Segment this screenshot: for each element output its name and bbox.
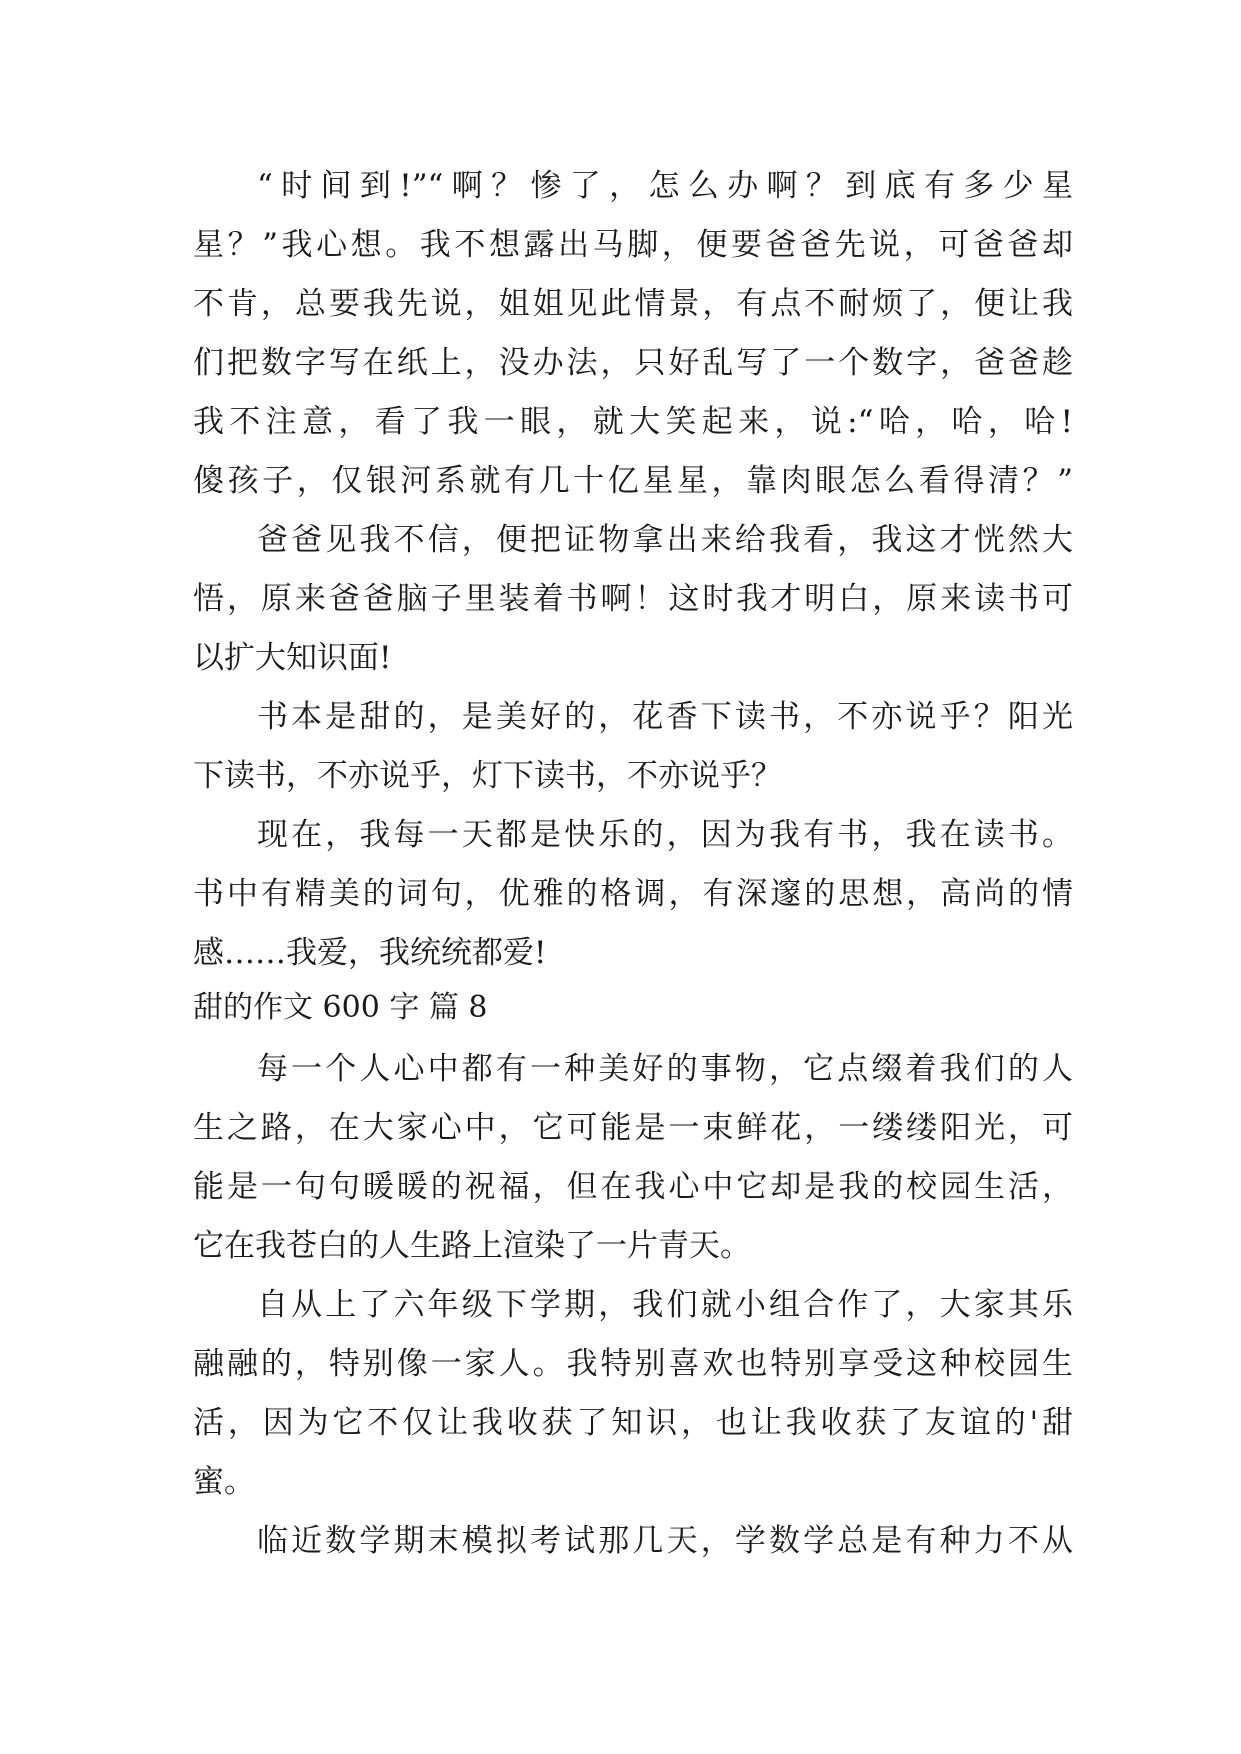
- paragraph-4-line-2: 书中有精美的词句，优雅的格调，有深邃的思想，高尚的情: [193, 876, 1073, 912]
- paragraph-2-line-1: 爸爸见我不信，便把证物拿出来给我看，我这才恍然大: [257, 522, 1073, 558]
- paragraph-4-line-1: 现在，我每一天都是快乐的，因为我有书，我在读书。: [257, 817, 1073, 853]
- section-paragraph-1-line-1: 每一个人心中都有一种美好的事物，它点缀着我们的人: [257, 1051, 1073, 1087]
- paragraph-1-line-6: 傻孩子，仅银河系就有几十亿星星，靠肉眼怎么看得清？”: [193, 463, 1073, 499]
- paragraph-3-line-1: 书本是甜的，是美好的，花香下读书，不亦说乎？阳光: [257, 699, 1073, 735]
- section-paragraph-2-line-1: 自从上了六年级下学期，我们就小组合作了，大家其乐: [257, 1287, 1073, 1323]
- paragraph-1-line-5: 我不注意，看了我一眼，就大笑起来，说:“哈，哈，哈!: [193, 404, 1073, 440]
- paragraph-1-line-3: 不肯，总要我先说，姐姐见此情景，有点不耐烦了，便让我: [193, 286, 1073, 322]
- paragraph-2-line-2: 悟，原来爸爸脑子里装着书啊！这时我才明白，原来读书可: [193, 581, 1073, 617]
- paragraph-1-line-4: 们把数字写在纸上，没办法，只好乱写了一个数字，爸爸趁: [193, 345, 1073, 381]
- section-paragraph-1-line-3: 能是一句句暖暖的祝福，但在我心中它却是我的校园生活，: [193, 1169, 1073, 1205]
- section-paragraph-3-line-1: 临近数学期末模拟考试那几天，学数学总是有种力不从: [257, 1523, 1073, 1559]
- section-paragraph-2-line-4: 蜜。: [193, 1464, 255, 1500]
- paragraph-1-line-1: “时间到!”“啊？惨了，怎么办啊？到底有多少星: [257, 168, 1073, 204]
- section-heading: 甜的作文 600 字 篇 8: [193, 990, 488, 1025]
- paragraph-4-line-3: 感……我爱，我统统都爱!: [193, 935, 547, 971]
- section-paragraph-1-line-4: 它在我苍白的人生路上渲染了一片青天。: [193, 1228, 751, 1264]
- section-paragraph-2-line-3: 活，因为它不仅让我收获了知识，也让我收获了友谊的'甜: [193, 1405, 1073, 1441]
- paragraph-3-line-2: 下读书，不亦说乎，灯下读书，不亦说乎？: [193, 758, 782, 794]
- paragraph-1-line-2: 星？”我心想。我不想露出马脚，便要爸爸先说，可爸爸却: [193, 227, 1073, 263]
- section-paragraph-2-line-2: 融融的，特别像一家人。我特别喜欢也特别享受这种校园生: [193, 1346, 1073, 1382]
- section-paragraph-1-line-2: 生之路，在大家心中，它可能是一束鲜花，一缕缕阳光，可: [193, 1110, 1073, 1146]
- paragraph-2-line-3: 以扩大知识面!: [193, 640, 392, 676]
